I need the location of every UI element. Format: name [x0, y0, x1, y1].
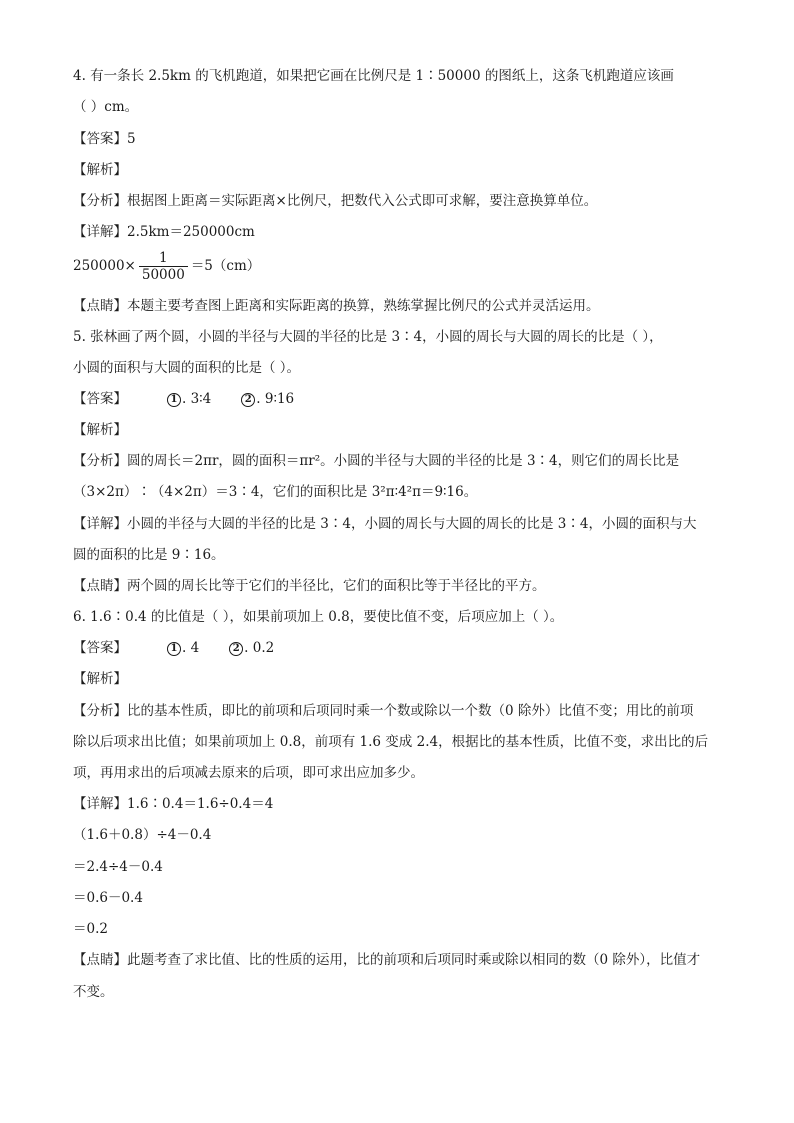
q5-answer: [73, 390, 294, 408]
q6-answer: [73, 639, 274, 657]
fraction-denominator: 50000: [141, 267, 185, 283]
q6-fenxi-line-1: [73, 702, 693, 720]
circled-number-one: 1: [167, 642, 181, 656]
q6-comment-line-1: [73, 951, 700, 969]
answer-value: 5: [127, 131, 136, 147]
detail-tag: 【详解】: [73, 224, 127, 240]
answer-tag: 【答案】: [73, 131, 127, 147]
q5-stem-line-1: 5. 张林画了两个圆，小圆的半径与大圆的半径的比是 3∶4，小圆的周长与大圆的周长的比是（ ），: [73, 329, 663, 345]
detail-text: 1.6∶0.4＝1.6÷0.4＝4: [127, 796, 274, 812]
comment-text: 此题考查了求比值、比的性质的运用，比的前项和后项同时乘或除以相同的数（0 除外），比值才: [127, 952, 701, 968]
q5-analysis-tag: 【解析】: [73, 422, 127, 438]
detail-text: 2.5km＝250000cm: [127, 224, 255, 240]
circled-number-two: 2: [229, 642, 243, 656]
circled-number-one: 1: [167, 393, 181, 407]
answer-tag: 【答案】: [73, 640, 127, 656]
detail-tag: 【详解】: [73, 796, 127, 812]
q4-detail-line-1: [73, 223, 255, 241]
fenxi-text: 根据图上距离＝实际距离×比例尺，把数代入公式即可求解，要注意换算单位。: [127, 193, 598, 209]
q4-detail-line-2: [73, 249, 260, 283]
comment-tag: 【点睛】: [73, 952, 127, 968]
comment-text: 本题主要考查图上距离和实际距离的换算，熟练掌握比例尺的公式并灵活运用。: [127, 298, 600, 314]
q6-detail-line-1: [73, 795, 273, 813]
q6-stem: 6. 1.6∶0.4 的比值是（ ），如果前项加上 0.8，要使比值不变，后项应加上（ ）。: [73, 609, 564, 625]
q5-detail-line-2: 圆的面积的比是 9∶16。: [73, 547, 225, 563]
q5-stem-line-2: 小圆的面积与大圆的面积的比是（ ）。: [73, 360, 301, 376]
q6-analysis-tag: 【解析】: [73, 671, 127, 687]
fraction: [139, 250, 188, 283]
q5-fenxi-line-1: [73, 452, 679, 470]
q6-detail-line-5: ＝0.2: [73, 921, 108, 937]
fenxi-text: 比的基本性质，即比的前项和后项同时乘一个数或除以一个数（0 除外）比值不变；用比的前项: [127, 703, 694, 719]
detail-expression-right: ＝5（cm）: [190, 258, 261, 274]
q4-stem-line-2: （ ）cm。: [73, 99, 139, 115]
q6-detail-line-3: ＝2.4÷4－0.4: [73, 859, 163, 875]
q4-answer: [73, 130, 136, 148]
answer-1: . 3∶4: [182, 391, 212, 407]
q4-stem-line-1: 4. 有一条长 2.5km 的飞机跑道，如果把它画在比例尺是 1∶50000 的图纸上，这条飞机跑道应该画: [73, 68, 674, 84]
fraction-numerator: 1: [139, 250, 188, 267]
detail-expression-left: 250000×: [73, 258, 136, 274]
answer-tag: 【答案】: [73, 391, 127, 407]
q6-fenxi-line-2: 除以后项求出比值；如果前项加上 0.8，前项有 1.6 变成 2.4，根据比的基本性质，比值不变，求出比的后: [73, 734, 709, 750]
q5-fenxi-line-2: （3×2π）∶（4×2π）＝3∶4，它们的面积比是 3²π∶4²π＝9∶16。: [73, 484, 478, 500]
fenxi-tag: 【分析】: [73, 453, 127, 469]
q6-detail-line-2: （1.6＋0.8）÷4－0.4: [73, 827, 212, 843]
q4-comment: [73, 297, 600, 315]
q6-fenxi-line-3: 项，再用求出的后项减去原来的后项，即可求出应加多少。: [73, 765, 424, 781]
comment-tag: 【点睛】: [73, 298, 127, 314]
fenxi-tag: 【分析】: [73, 193, 127, 209]
comment-text: 两个圆的周长比等于它们的半径比，它们的面积比等于半径比的平方。: [127, 578, 546, 594]
fenxi-tag: 【分析】: [73, 703, 127, 719]
q5-comment: [73, 577, 546, 595]
detail-tag: 【详解】: [73, 516, 127, 532]
q6-comment-line-2: 不变。: [73, 984, 114, 1000]
answer-2: . 0.2: [244, 640, 275, 656]
answer-1: . 4: [182, 640, 200, 656]
q5-detail-line-1: [73, 515, 696, 533]
q6-detail-line-4: ＝0.6－0.4: [73, 890, 143, 906]
comment-tag: 【点睛】: [73, 578, 127, 594]
answer-2: . 9∶16: [256, 391, 295, 407]
circled-number-two: 2: [241, 393, 255, 407]
fenxi-text: 圆的周长＝2πr，圆的面积＝πr²。小圆的半径与大圆的半径的比是 3∶4，则它们的周长比是: [127, 453, 680, 469]
q4-fenxi: [73, 192, 597, 210]
detail-text: 小圆的半径与大圆的半径的比是 3∶4，小圆的周长与大圆的周长的比是 3∶4，小圆的面积与大: [127, 516, 697, 532]
q4-analysis-tag: 【解析】: [73, 162, 127, 178]
